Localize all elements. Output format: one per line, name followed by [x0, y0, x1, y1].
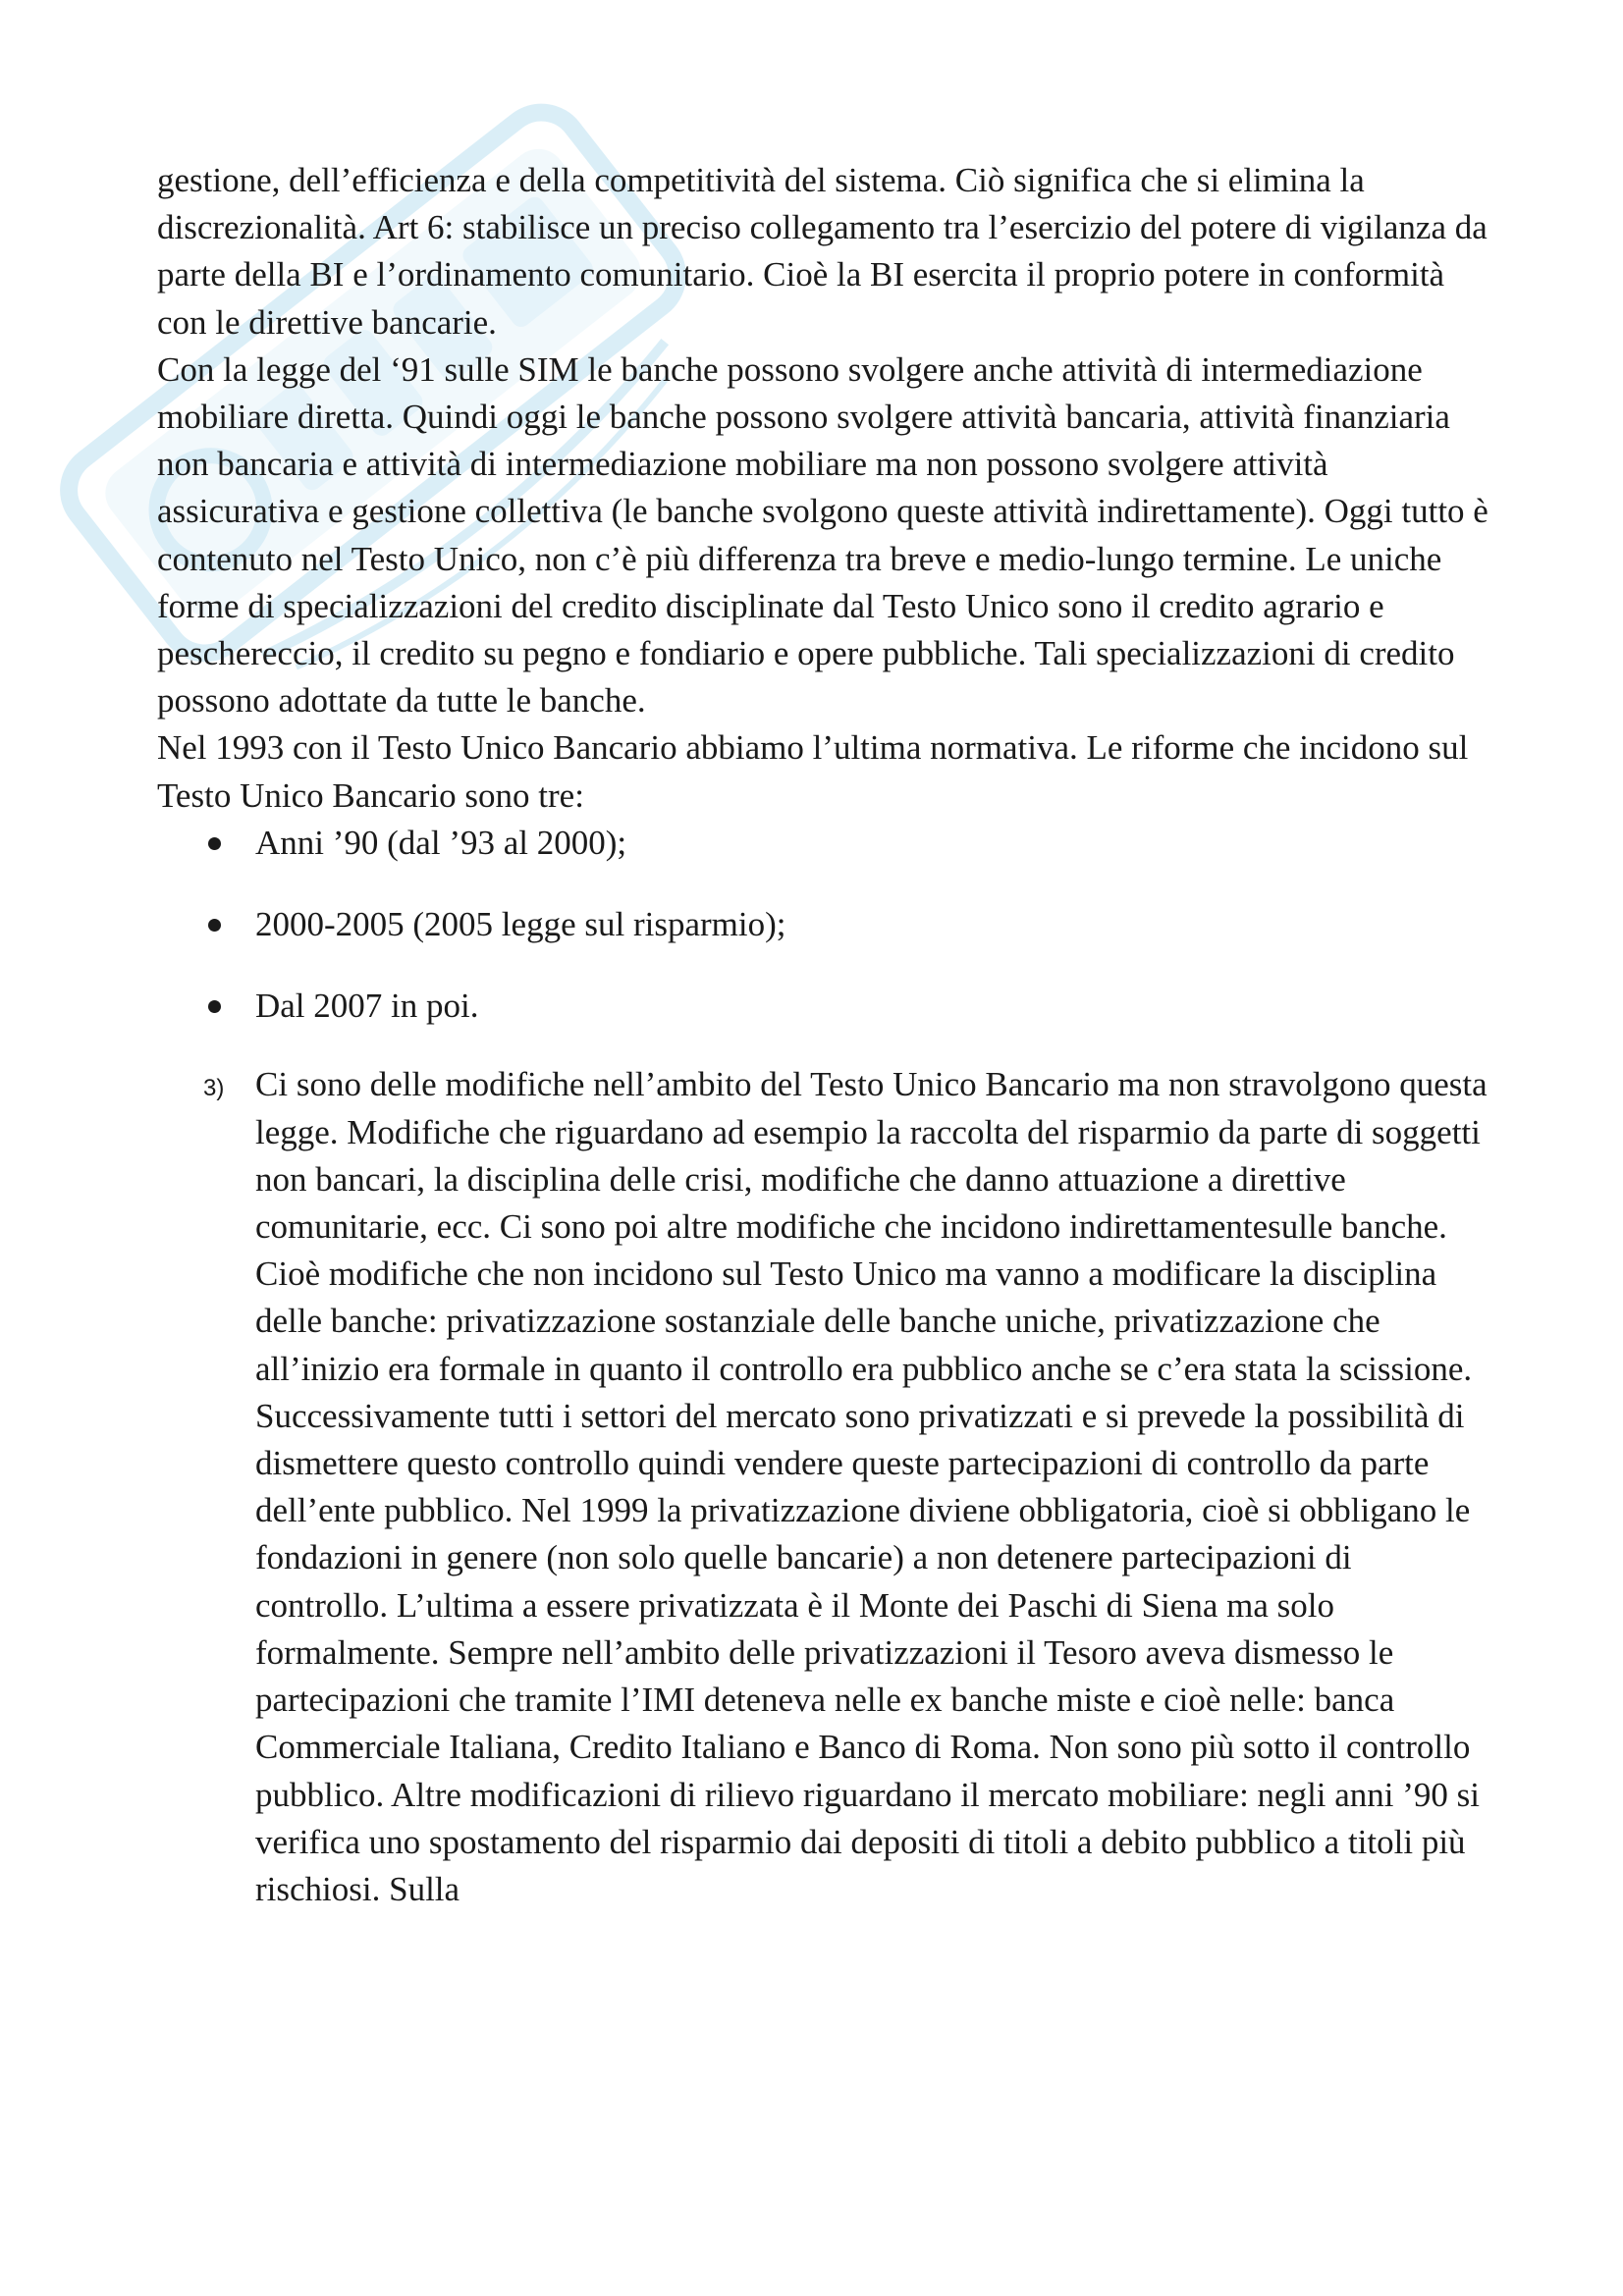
list-number-marker: 3) [203, 1075, 225, 1102]
paragraph-intro: gestione, dell’efficienza e della competitività del sistema. Ciò significa che si elimina la discrezionalità. Art 6: stabilisce un preciso collegamento tra l’esercizio del potere di vigilanza da parte della BI e l’ordinamento comunitario. Cioè la BI esercita il proprio potere in conformità con le direttive bancarie. [157, 161, 1488, 342]
document-body [157, 157, 1492, 1913]
paragraph-testo-unico: Nel 1993 con il Testo Unico Bancario abbiamo l’ultima normativa. Le riforme che incidono sul Testo Unico Bancario sono tre: [157, 728, 1469, 815]
list-item-text: Anni ’90 (dal ’93 al 2000); [255, 823, 627, 862]
bullet-icon [208, 919, 221, 932]
bullet-icon [208, 837, 221, 850]
list-item [157, 901, 1492, 948]
list-item-text: Dal 2007 in poi. [255, 987, 479, 1026]
reform-periods-list [157, 820, 1492, 1031]
numbered-item-text: Ci sono delle modifiche nell’ambito del Testo Unico Bancario ma non stravolgono questa legge. Modifiche che riguardano ad esempio la raccolta del risparmio da parte di soggetti non bancari, la disciplina delle crisi, modifiche che danno attuazione a direttive comunitarie, ecc. Ci sono poi altre modifiche che incidono indirettamentesulle banche. Cioè modifiche che non incidono sul Testo Unico ma vanno a modificare la disciplina delle banche: privatizzazione sostanziale delle banche uniche, privatizzazione che all’inizio era formale in quanto il controllo era pubblico anche se c’era stata la scissione. Successivamente tutti i settori del mercato sono privatizzati e si prevede la possibilità di dismettere questo controllo quindi vendere queste partecipazioni di controllo da parte dell’ente pubblico. Nel 1999 la privatizzazione diviene obbligatoria, cioè si obbligano le fondazioni in genere (non solo quelle bancarie) a non detenere partecipazioni di controllo. L’ultima a essere privatizzata è il Monte dei Paschi di Siena ma solo formalmente. Sempre nell’ambito delle privatizzazioni il Tesoro aveva dismesso le partecipazioni che tramite l’IMI deteneva nelle ex banche miste e cioè nelle: banca Commerciale Italiana, Credito Italiano e Banco di Roma. Non sono più sotto il controllo pubblico. Altre modificazioni di rilievo riguardano il mercato mobiliare: negli anni ’90 si verifica uno spostamento del risparmio dai depositi di titoli a debito pubblico a titoli più rischiosi. Sulla [255, 1065, 1488, 1908]
list-item [157, 983, 1492, 1030]
list-item-text: 2000-2005 (2005 legge sul risparmio); [255, 905, 786, 944]
paragraph-sim-law: Con la legge del ‘91 sulle SIM le banche possono svolgere anche attività di intermediazione mobiliare diretta. Quindi oggi le banche possono svolgere attività bancaria, attività finanziaria non bancaria e attività di intermediazione mobiliare ma non possono svolgere attività assicurativa e gestione collettiva (le banche svolgono queste attività indirettamente). Oggi tutto è contenuto nel Testo Unico, non c’è più differenza tra breve e medio-lungo termine. Le uniche forme di specializzazioni del credito disciplinate dal Testo Unico sono il credito agrario e peschereccio, il credito su pegno e fondiario e opere pubbliche. Tali specializzazioni di credito possono adottate da tutte le banche. [157, 349, 1488, 721]
bullet-icon [208, 1000, 221, 1013]
list-item [157, 820, 1492, 867]
numbered-list-item [157, 1061, 1492, 1913]
